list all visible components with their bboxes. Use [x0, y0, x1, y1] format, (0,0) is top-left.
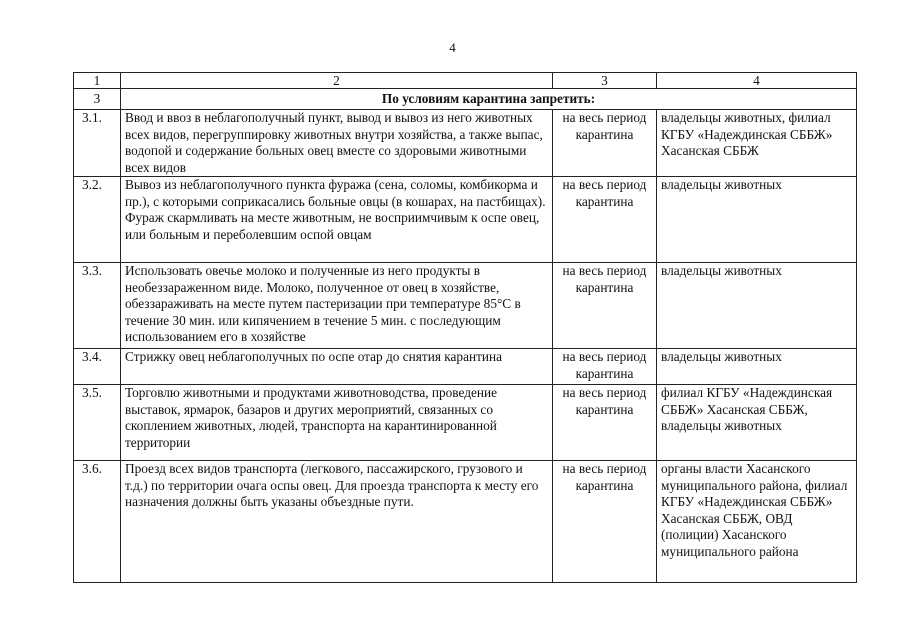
row-responsible: владельцы животных	[657, 263, 857, 349]
column-number-cell: 4	[657, 73, 857, 89]
section-title: По условиям карантина запретить:	[121, 89, 857, 110]
row-measure-text: Торговлю животными и продуктами животноводства, проведение выставок, ярмарок, базаров и других мероприятий, связанных со скоплением животных, людей, транспорта на карантинированной территории	[121, 385, 553, 461]
row-period: на весь период карантина	[553, 461, 657, 583]
table-row	[74, 461, 857, 583]
column-number-cell: 1	[74, 73, 121, 89]
table-row	[74, 110, 857, 177]
table-row	[74, 385, 857, 461]
table-row	[74, 263, 857, 349]
table-row	[74, 349, 857, 385]
row-number: 3.3.	[74, 263, 121, 349]
row-number: 3.1.	[74, 110, 121, 177]
row-period: на весь период карантина	[553, 263, 657, 349]
row-responsible: филиал КГБУ «Надеждинская СББЖ» Хасанская СББЖ, владельцы животных	[657, 385, 857, 461]
row-measure-text: Проезд всех видов транспорта (легкового, пассажирского, грузового и т.д.) по территории очага оспы овец. Для проезда транспорта к месту его назначения должны быть указаны объездные пути.	[121, 461, 553, 583]
row-responsible: владельцы животных, филиал КГБУ «Надеждинская СББЖ» Хасанская СББЖ	[657, 110, 857, 177]
row-responsible: органы власти Хасанского муниципального района, филиал КГБУ «Надеждинская СББЖ» Хасанская СББЖ, ОВД (полиции) Хасанского муниципального района	[657, 461, 857, 583]
column-number-cell: 3	[553, 73, 657, 89]
row-measure-text: Стрижку овец неблагополучных по оспе отар до снятия карантина	[121, 349, 553, 385]
row-period: на весь период карантина	[553, 349, 657, 385]
row-responsible: владельцы животных	[657, 349, 857, 385]
row-number: 3.6.	[74, 461, 121, 583]
row-period: на весь период карантина	[553, 385, 657, 461]
quarantine-measures-table	[73, 72, 857, 583]
section-number: 3	[74, 89, 121, 110]
page-number: 4	[449, 40, 456, 55]
column-number-cell: 2	[121, 73, 553, 89]
row-responsible: владельцы животных	[657, 177, 857, 263]
section-row	[74, 89, 857, 110]
table-row	[74, 177, 857, 263]
row-number: 3.2.	[74, 177, 121, 263]
row-measure-text: Вывоз из неблагополучного пункта фуража (сена, соломы, комбикорма и пр.), с которыми соприкасались больные овцы (в кошарах, на пастбищах). Фураж скармливать на месте животным, не восприимчивым к оспе овец, или больным и переболевшим оспой овцам	[121, 177, 553, 263]
row-measure-text: Использовать овечье молоко и полученные из него продукты в необеззараженном виде. Молоко, полученное от овец в хозяйстве, обеззараживать на месте путем пастеризации при температуре 85°С в течение 30 мин. или кипячением в течение 5 мин. с последующим использованием его в хозяйстве	[121, 263, 553, 349]
row-period: на весь период карантина	[553, 177, 657, 263]
row-measure-text: Ввод и ввоз в неблагополучный пункт, вывод и вывоз из него животных всех видов, перегруппировку животных внутри хозяйства, а также выпас, водопой и содержание больных овец вместе со здоровыми животными всех видов	[121, 110, 553, 177]
row-number: 3.4.	[74, 349, 121, 385]
row-period: на весь период карантина	[553, 110, 657, 177]
row-number: 3.5.	[74, 385, 121, 461]
column-number-row	[74, 73, 857, 89]
